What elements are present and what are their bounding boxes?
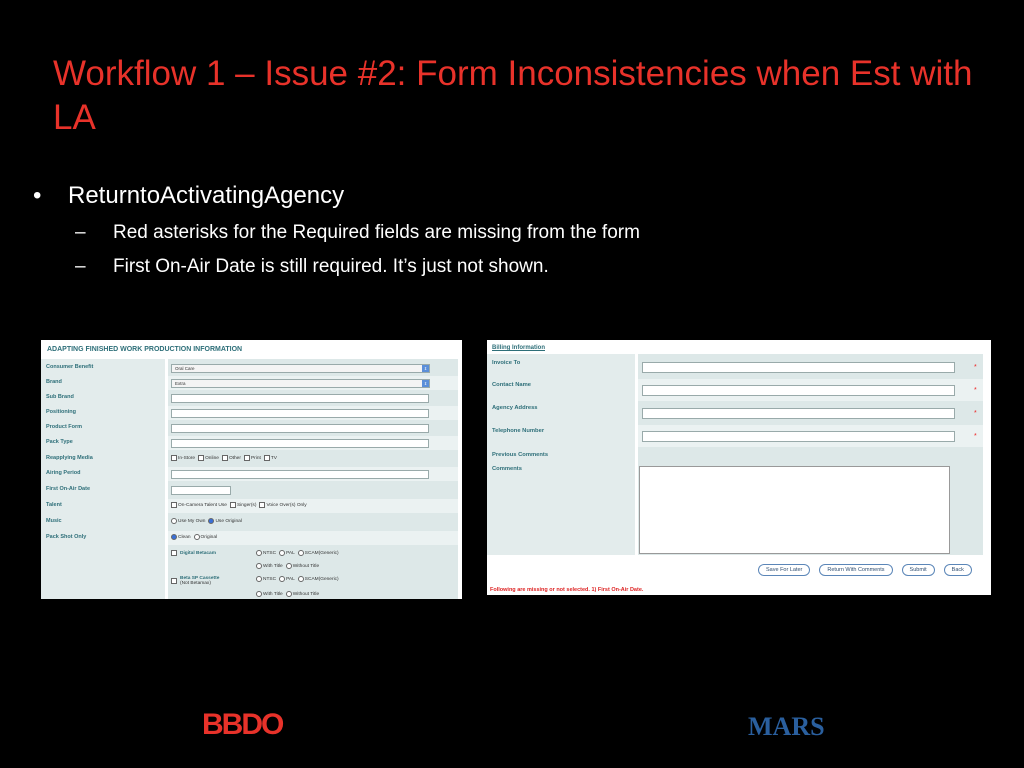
positioning-input[interactable] xyxy=(171,409,429,418)
music-options xyxy=(171,518,242,524)
required-asterisk: * xyxy=(974,387,977,394)
field-label: Invoice To xyxy=(492,360,521,366)
option-label: With Title xyxy=(263,591,283,597)
invoice-to-input[interactable] xyxy=(642,362,955,373)
field-label: Pack Shot Only xyxy=(46,534,87,540)
telephone-input[interactable] xyxy=(642,431,955,442)
pack-shot-option[interactable] xyxy=(194,534,218,540)
field-label: Music xyxy=(46,518,62,524)
required-asterisk: * xyxy=(974,410,977,417)
billing-info-form-screenshot xyxy=(487,340,991,595)
field-label: Contact Name xyxy=(492,382,531,388)
talent-row xyxy=(168,499,458,513)
brand-row xyxy=(168,376,458,390)
checkbox[interactable] xyxy=(222,455,228,461)
sub-brand-input[interactable] xyxy=(171,394,429,403)
field-label: Telephone Number xyxy=(492,428,545,434)
bullet-marker: • xyxy=(33,182,42,209)
back-button[interactable]: Back xyxy=(944,564,972,576)
pack-type-input[interactable] xyxy=(171,439,429,448)
positioning-row xyxy=(168,406,458,420)
music-option[interactable] xyxy=(171,518,205,524)
first-on-air-date-input[interactable] xyxy=(171,486,231,495)
return-with-comments-button[interactable]: Return With Comments xyxy=(819,564,892,576)
field-label: Reapplying Media xyxy=(46,455,93,461)
invoice-to-row xyxy=(638,356,983,378)
sub-bullet-text: First On-Air Date is still required. It’s just not shown. xyxy=(113,256,549,277)
option-label: SCAM(Generic) xyxy=(304,550,339,556)
field-label: Sub Brand xyxy=(46,394,74,400)
first-on-air-row xyxy=(168,483,458,497)
standard-option[interactable] xyxy=(279,576,295,582)
standard-option[interactable] xyxy=(256,550,276,556)
digital-betacam[interactable] xyxy=(171,550,216,556)
select-arrow-icon: ⇕ xyxy=(423,381,428,386)
title-option[interactable] xyxy=(286,591,319,597)
consumer-benefit-row xyxy=(168,361,458,375)
sub-brand-row xyxy=(168,391,458,405)
radio[interactable] xyxy=(171,518,177,524)
field-label: Agency Address xyxy=(492,405,538,411)
billing-labels-column xyxy=(487,354,635,555)
pack-shot-option[interactable] xyxy=(171,534,191,540)
radio-selected[interactable] xyxy=(171,534,177,540)
standard-option[interactable] xyxy=(298,550,339,556)
sub-bullet-marker: – xyxy=(75,256,86,277)
sub-bullet xyxy=(75,256,549,278)
field-label: Product Form xyxy=(46,424,83,430)
media-option[interactable] xyxy=(198,455,219,461)
select-value: Oral Care xyxy=(175,366,195,371)
airing-period-input[interactable] xyxy=(171,470,429,479)
sub-bullet-marker: – xyxy=(75,222,86,243)
required-asterisk: * xyxy=(974,433,977,440)
consumer-benefit-select[interactable] xyxy=(171,364,430,373)
talent-option[interactable] xyxy=(259,502,306,508)
checkbox[interactable] xyxy=(171,455,177,461)
checkbox[interactable] xyxy=(264,455,270,461)
required-asterisk: * xyxy=(974,364,977,371)
media-option[interactable] xyxy=(244,455,261,461)
standard-option[interactable] xyxy=(298,576,339,582)
beta-sp-title xyxy=(256,591,319,597)
telephone-row xyxy=(638,425,983,447)
talent-option[interactable] xyxy=(171,502,227,508)
field-label: First On-Air Date xyxy=(46,486,91,492)
main-bullet-text: ReturntoActivatingAgency xyxy=(68,182,345,209)
field-label: Airing Period xyxy=(46,470,81,476)
option-label: Clean xyxy=(178,534,191,540)
agency-address-row xyxy=(638,402,983,424)
standard-option[interactable] xyxy=(279,550,295,556)
standard-option[interactable] xyxy=(256,576,276,582)
checkbox[interactable] xyxy=(230,502,236,508)
select-arrow-icon: ⇕ xyxy=(423,366,428,371)
field-label: Talent xyxy=(46,502,62,508)
sub-bullet-text: Red asterisks for the Required fields are missing from the form xyxy=(113,222,640,243)
contact-name-input[interactable] xyxy=(642,385,955,396)
product-form-row xyxy=(168,421,458,435)
pack-shot-options xyxy=(171,534,217,540)
option-label: SCAM(Generic) xyxy=(304,576,339,582)
option-label: Use My Own xyxy=(178,518,206,524)
field-label: Comments xyxy=(492,466,522,472)
radio[interactable] xyxy=(286,563,292,569)
radio[interactable] xyxy=(256,591,262,597)
media-format-block xyxy=(168,547,458,599)
option-label: On-Camera Talent Use xyxy=(178,502,227,508)
title-option[interactable] xyxy=(256,563,283,569)
option-label: Print xyxy=(250,455,261,461)
brand-select[interactable] xyxy=(171,379,430,388)
reapplying-media-options xyxy=(171,455,277,461)
form-fields-column xyxy=(168,359,458,599)
submit-button[interactable]: Submit xyxy=(902,564,935,576)
reapplying-media-row xyxy=(168,452,458,466)
sub-bullet xyxy=(75,222,640,244)
talent-option[interactable] xyxy=(230,502,256,508)
option-label: Use Original xyxy=(215,518,242,524)
radio[interactable] xyxy=(298,576,304,582)
format-label: Beta SP Cassette xyxy=(180,576,220,581)
pack-shot-row xyxy=(168,531,458,545)
agency-address-input[interactable] xyxy=(642,408,955,419)
digital-betacam-title xyxy=(256,563,319,569)
contact-name-row xyxy=(638,379,983,401)
checkbox[interactable] xyxy=(198,455,204,461)
mars-logo: MARS xyxy=(748,712,825,741)
music-row xyxy=(168,515,458,529)
form-labels-column xyxy=(41,359,165,599)
airing-period-row xyxy=(168,467,458,481)
option-label: NTSC xyxy=(263,550,277,556)
comments-textarea[interactable] xyxy=(639,466,950,554)
production-info-form-screenshot xyxy=(41,340,462,599)
option-label: Online xyxy=(205,455,219,461)
radio[interactable] xyxy=(279,576,285,582)
media-option[interactable] xyxy=(171,455,195,461)
option-label: With Title xyxy=(263,563,283,569)
option-label: Original xyxy=(200,534,218,540)
title-option[interactable] xyxy=(286,563,319,569)
radio-selected[interactable] xyxy=(208,518,214,524)
option-label: NTSC xyxy=(263,576,277,582)
beta-sp-standards xyxy=(256,576,339,582)
beta-sp-cassette[interactable] xyxy=(171,576,219,586)
format-sublabel: (Not Betamax) xyxy=(180,581,211,586)
checkbox[interactable] xyxy=(259,502,265,508)
radio[interactable] xyxy=(256,576,262,582)
form-buttons xyxy=(758,564,972,576)
main-bullet xyxy=(33,182,344,210)
checkbox[interactable] xyxy=(171,502,177,508)
radio[interactable] xyxy=(279,550,285,556)
option-label: Without Title xyxy=(292,591,320,597)
validation-error-message: Following are missing or not selected. 1) First On-Air Date. xyxy=(490,587,644,593)
radio[interactable] xyxy=(256,563,262,569)
digital-betacam-standards xyxy=(256,550,339,556)
save-for-later-button[interactable]: Save For Later xyxy=(758,564,810,576)
checkbox[interactable] xyxy=(171,550,177,556)
field-label: Pack Type xyxy=(46,439,73,445)
radio[interactable] xyxy=(194,534,200,540)
field-label: Consumer Benefit xyxy=(46,364,94,370)
option-label: PAL xyxy=(286,550,295,556)
music-option[interactable] xyxy=(208,518,241,524)
format-label: Digital Betacam xyxy=(180,550,216,556)
beta-sp-label-group xyxy=(180,576,219,586)
radio[interactable] xyxy=(286,591,292,597)
talent-options xyxy=(171,502,307,508)
billing-header: Billing Information xyxy=(492,345,545,351)
radio[interactable] xyxy=(256,550,262,556)
option-label: Other xyxy=(228,455,241,461)
option-label: PAL xyxy=(286,576,295,582)
checkbox[interactable] xyxy=(244,455,250,461)
field-label: Brand xyxy=(46,379,62,385)
product-form-input[interactable] xyxy=(171,424,429,433)
select-value: Extra xyxy=(175,381,186,386)
option-label: Voice Over(s) Only xyxy=(266,502,307,508)
option-label: In-Store xyxy=(178,455,196,461)
media-option[interactable] xyxy=(264,455,277,461)
option-label: Singer(s) xyxy=(236,502,257,508)
media-option[interactable] xyxy=(222,455,241,461)
form-header: ADAPTING FINISHED WORK PRODUCTION INFORMATION xyxy=(47,346,243,353)
field-label: Positioning xyxy=(46,409,76,415)
option-label: TV xyxy=(270,455,277,461)
option-label: Without Title xyxy=(292,563,320,569)
pack-type-row xyxy=(168,436,458,450)
title-option[interactable] xyxy=(256,591,283,597)
field-label: Previous Comments xyxy=(492,452,549,458)
bbdo-logo: BBDO xyxy=(202,708,283,741)
slide-title: Workflow 1 – Issue #2: Form Inconsistencies when Est with LA xyxy=(53,54,973,137)
radio[interactable] xyxy=(298,550,304,556)
checkbox[interactable] xyxy=(171,578,177,584)
